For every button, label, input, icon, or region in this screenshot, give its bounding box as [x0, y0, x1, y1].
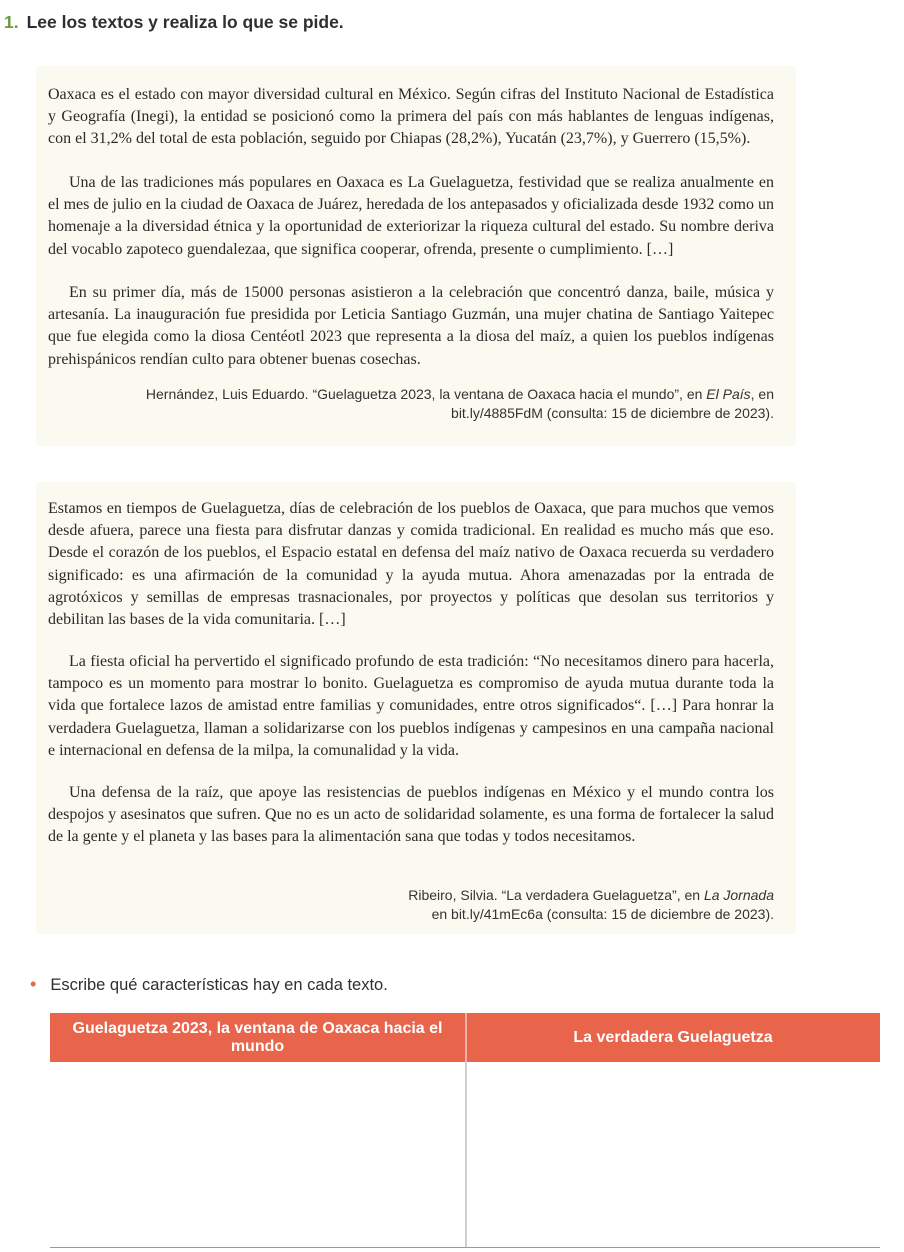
text2-paragraph-2: La fiesta oficial ha pervertido el significado profundo de esta tradición: “No necesitamos dinero para hacerla, tampoco es un momento para mostrar lo bonito. Guelaguetza es compromiso de ayuda mutua durante toda la vida que fortalece lazos de amistad entre familias y comunidades, entre otros significados“. […] Para honrar la verdadera Guelaguetza, llaman a solidarizarse con los pueblos indígenas y campesinos en una campaña nacional e internacional en defensa de la milpa, la comunalidad y la vida.: [48, 653, 774, 759]
characteristics-table: [50, 1013, 880, 1248]
citation-text: Hernández, Luis Eduardo. “Guelaguetza 2023, la ventana de Oaxaca hacia el mundo”, en: [145, 386, 707, 402]
answer-cell-text-1[interactable]: [50, 1062, 465, 1247]
text2-citation: [408, 886, 774, 923]
table-header-text-1: Guelaguetza 2023, la ventana de Oaxaca hacia el mundo: [72, 1019, 443, 1055]
citation-text: , en: [750, 386, 774, 402]
table-bottom-rule: [50, 1247, 880, 1248]
text1-citation: [146, 385, 774, 422]
text2-paragraph-1: Estamos en tiempos de Guelaguetza, días de celebración de los pueblos de Oaxaca, que para muchos que vemos desde afuera, parece una fiesta para disfrutar danzas y comida tradicional. En realidad es mucho más que eso. Desde el corazón de los pueblos, el Espacio estatal en defensa del maíz nativo de Oaxaca recuerda su verdadero significado: es una afirmación de la comunidad y la ayuda mutua. Ahora amenazadas por la entrada de agrotóxicos y semillas de empresas trasnacionales, por proyectos y políticas que desolan sus territorios y debilitan las bases de la vida comunitaria. […]: [48, 500, 774, 629]
table-header-divider: [465, 1013, 467, 1062]
activity-prompt: [30, 974, 388, 995]
citation-source: El País: [706, 386, 751, 402]
text1-paragraph-2: Una de las tradiciones más populares en Oaxaca es La Guelaguetza, festividad que se realiza anualmente en el mes de julio en la ciudad de Oaxaca de Juárez, heredada de los antepasados y oficializada desde 1932 como un homenaje a la diversidad étnica y la oportunidad de exteriorizar la riqueza cultural del estado. Su nombre deriva del vocablo zapoteco guendalezaa, que significa cooperar, ofrenda, presente o cumplimiento. […]: [48, 174, 774, 258]
citation-link: bit.ly/4885FdM (consulta: 15 de diciembre de 2023).: [451, 404, 774, 421]
citation-text: Ribeiro, Silvia. “La verdadera Guelaguetza”, en: [408, 887, 704, 903]
task-heading: [4, 12, 344, 33]
answer-cell-text-2[interactable]: [466, 1062, 880, 1247]
text1-paragraph-3: En su primer día, más de 15000 personas asistieron a la celebración que concentró danza, baile, música y artesanía. La inauguración fue presidida por Leticia Santiago Guzmán, una mujer chatina de Santiago Yaitepec que fue elegida como la diosa Centéotl 2023 que representa a la diosa del maíz, a quien los pueblos indígenas prehispánicos rendían culto para obtener buenas cosechas.: [48, 284, 774, 368]
bullet-icon: •: [30, 974, 37, 994]
text1-paragraph-1: Oaxaca es el estado con mayor diversidad cultural en México. Según cifras del Instituto Nacional de Estadística y Geografía (Inegi), la entidad se posicionó como la primera del país con más hablantes de lenguas indígenas, con el 31,2% del total de esta población, seguido por Chiapas (28,2%), Yucatán (23,7%), y Guerrero (15,5%).: [48, 86, 774, 148]
task-instruction: Lee los textos y realiza lo que se pide.: [26, 12, 344, 32]
citation-source: La Jornada: [703, 887, 774, 903]
task-number: 1.: [4, 12, 19, 32]
activity-prompt-text: Escribe qué características hay en cada texto.: [50, 976, 388, 994]
citation-link: en bit.ly/41mEc6a (consulta: 15 de diciembre de 2023).: [431, 905, 774, 922]
table-header-text-2: La verdadera Guelaguetza: [573, 1028, 773, 1046]
text2-paragraph-3: Una defensa de la raíz, que apoye las resistencias de pueblos indígenas en México y el mundo contra los despojos y asesinatos que sufren. Que no es un acto de solidaridad solamente, es una forma de fortalecer la salud de la gente y el planeta y las bases para la alimentación sana que todas y todos necesitamos.: [48, 784, 774, 846]
